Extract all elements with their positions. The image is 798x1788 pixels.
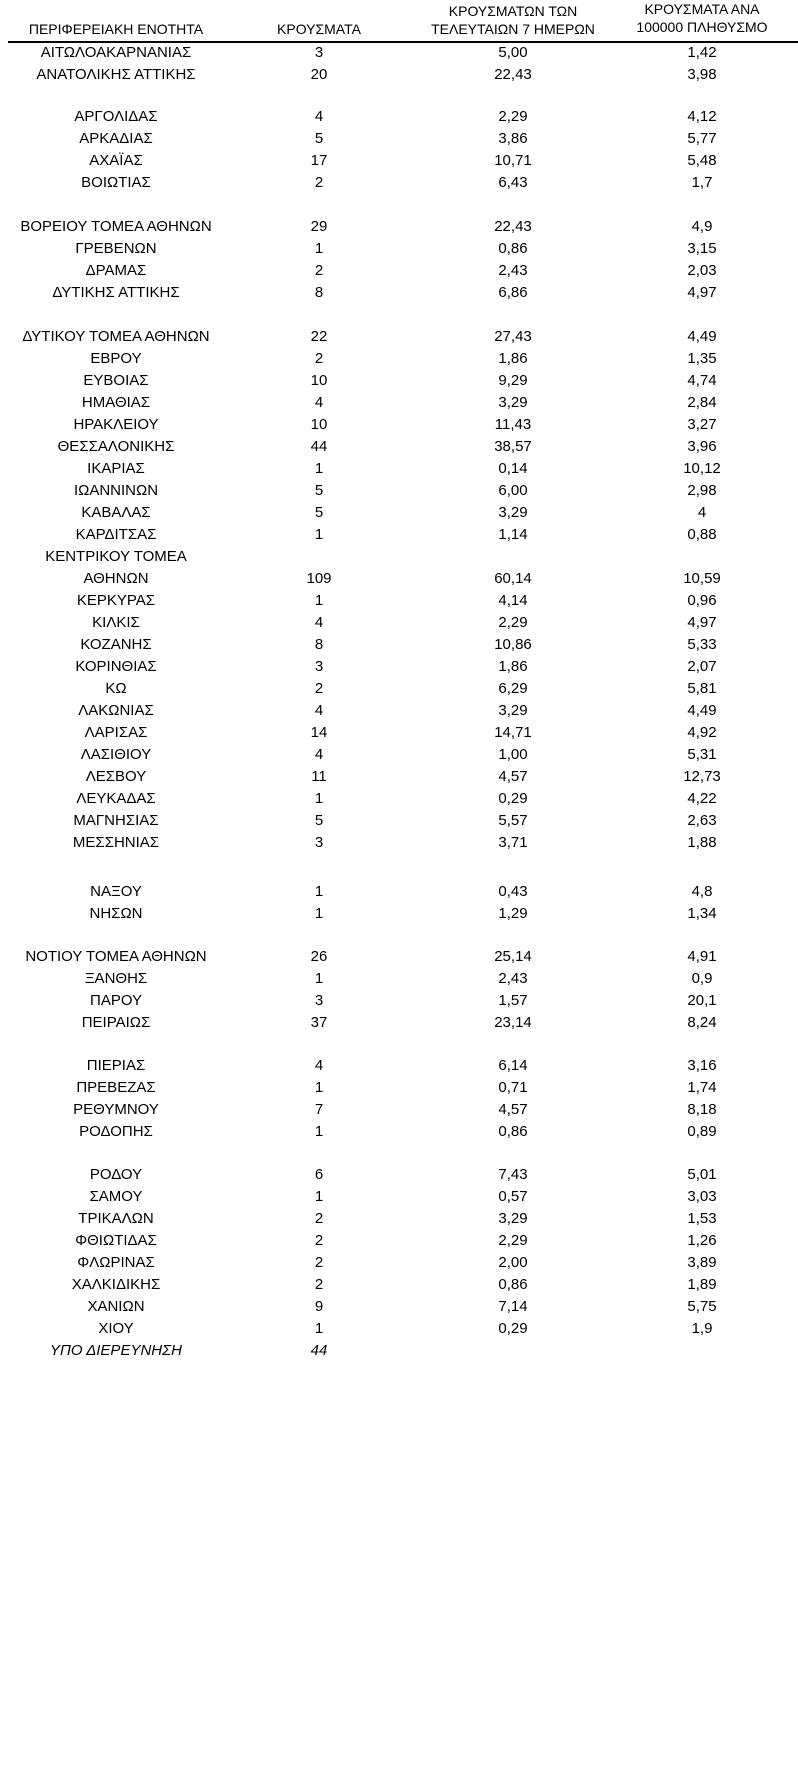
cases-cell: 37: [310, 1014, 328, 1031]
table-row: [0, 1186, 798, 1208]
avg7-cell: 0,29: [498, 1320, 528, 1337]
avg7-cell: 60,14: [494, 570, 532, 587]
avg7-cell: 3,86: [498, 130, 528, 147]
avg7-cell: 0,57: [498, 1188, 528, 1205]
table-row: [0, 903, 798, 925]
avg7-cell: 3,29: [498, 1210, 528, 1227]
region-cell: ΧΑΛΚΙΔΙΚΗΣ: [71, 1276, 161, 1293]
avg7-cell: 2,43: [498, 970, 528, 987]
table-row: [0, 524, 798, 546]
region-cell: ΤΡΙΚΑΛΩΝ: [78, 1210, 154, 1227]
per100k-cell: 0,88: [687, 526, 717, 543]
region-cell: ΗΡΑΚΛΕΙΟΥ: [73, 416, 159, 433]
per100k-cell: 5,81: [687, 680, 717, 697]
per100k-cell: 1,42: [687, 44, 717, 61]
per100k-cell: 5,31: [687, 746, 717, 763]
cases-cell: 4: [314, 746, 324, 763]
avg7-cell: 6,43: [498, 174, 528, 191]
cases-cell: 1: [314, 1079, 324, 1096]
per100k-cell: 10,12: [683, 460, 721, 477]
region-cell: ΠΕΙΡΑΙΩΣ: [81, 1014, 151, 1031]
avg7-cell: 23,14: [494, 1014, 532, 1031]
per100k-cell: 4,22: [687, 790, 717, 807]
avg7-cell: 0,86: [498, 1276, 528, 1293]
avg7-cell: 1,57: [498, 992, 528, 1009]
cases-cell: 3: [314, 992, 324, 1009]
per100k-cell: 2,84: [687, 394, 717, 411]
region-cell: ΕΒΡΟΥ: [90, 350, 142, 367]
region-cell: ΔΥΤΙΚΟΥ ΤΟΜΕΑ ΑΘΗΝΩΝ: [22, 328, 210, 345]
table-row: [0, 590, 798, 612]
avg7-cell: 10,86: [494, 636, 532, 653]
table-row: [0, 282, 798, 304]
per100k-cell: 1,35: [687, 350, 717, 367]
cases-cell: 17: [310, 152, 328, 169]
avg7-cell: 4,57: [498, 1101, 528, 1118]
header-cases: ΚΡΟΥΣΜΑΤΑ: [277, 21, 361, 37]
per100k-cell: 1,89: [687, 1276, 717, 1293]
cases-cell: 4: [314, 108, 324, 125]
per100k-cell: 5,01: [687, 1166, 717, 1183]
table-row: [0, 260, 798, 282]
cases-cell: 1: [314, 592, 324, 609]
avg7-cell: 0,71: [498, 1079, 528, 1096]
cases-cell: 4: [314, 614, 324, 631]
cases-cell: 3: [314, 44, 324, 61]
cases-cell: 3: [314, 834, 324, 851]
table-row: [0, 568, 798, 590]
cases-cell: 2: [314, 1232, 324, 1249]
per100k-cell: 0,96: [687, 592, 717, 609]
cases-cell: 2: [314, 1276, 324, 1293]
cases-cell: 2: [314, 1254, 324, 1271]
table-row: [0, 766, 798, 788]
cases-cell: 1: [314, 790, 324, 807]
per100k-cell: 2,98: [687, 482, 717, 499]
cases-cell: 2: [314, 680, 324, 697]
per100k-cell: 12,73: [683, 768, 721, 785]
cases-cell: 109: [306, 570, 332, 587]
avg7-cell: 4,57: [498, 768, 528, 785]
table-row: [0, 480, 798, 502]
avg7-cell: 2,29: [498, 614, 528, 631]
table-row: [0, 106, 798, 128]
table-row: [0, 1208, 798, 1230]
region-cell: ΜΑΓΝΗΣΙΑΣ: [73, 812, 159, 829]
per100k-cell: 4,97: [687, 284, 717, 301]
cases-cell: 7: [314, 1101, 324, 1118]
cases-cell: 29: [310, 218, 328, 235]
region-cell: ΙΩΑΝΝΙΝΩΝ: [73, 482, 159, 499]
cases-cell: 1: [314, 970, 324, 987]
avg7-cell: 3,29: [498, 394, 528, 411]
cases-cell: 44: [310, 438, 328, 455]
region-cell: ΑΝΑΤΟΛΙΚΗΣ ΑΤΤΙΚΗΣ: [36, 66, 196, 83]
table-row: [0, 612, 798, 634]
region-cell: ΠΑΡΟΥ: [89, 992, 143, 1009]
per100k-cell: 4,91: [687, 948, 717, 965]
table-row: [0, 1274, 798, 1296]
avg7-cell: 1,86: [498, 350, 528, 367]
table-row: [0, 1012, 798, 1034]
cases-cell: 5: [314, 130, 324, 147]
table-row: [0, 370, 798, 392]
region-cell: ΧΑΝΙΩΝ: [87, 1298, 145, 1315]
table-row: [0, 722, 798, 744]
avg7-cell: 27,43: [494, 328, 532, 345]
cases-cell: 9: [314, 1298, 324, 1315]
per100k-cell: 1,88: [687, 834, 717, 851]
per100k-cell: 5,48: [687, 152, 717, 169]
table-row: [0, 326, 798, 348]
cases-cell: 1: [314, 460, 324, 477]
per100k-cell: 5,77: [687, 130, 717, 147]
avg7-cell: 3,71: [498, 834, 528, 851]
per100k-cell: 1,53: [687, 1210, 717, 1227]
cases-cell: 14: [310, 724, 328, 741]
per100k-cell: 8,18: [687, 1101, 717, 1118]
region-cell: ΝΟΤΙΟΥ ΤΟΜΕΑ ΑΘΗΝΩΝ: [25, 948, 207, 965]
per100k-cell: 1,74: [687, 1079, 717, 1096]
table-row: [0, 348, 798, 370]
cases-cell: 4: [314, 1057, 324, 1074]
per100k-cell: 2,63: [687, 812, 717, 829]
per100k-cell: 4: [697, 504, 707, 521]
per100k-cell: 20,1: [687, 992, 717, 1009]
avg7-cell: 7,14: [498, 1298, 528, 1315]
region-cell: ΧΙΟΥ: [98, 1320, 134, 1337]
per100k-cell: 4,49: [687, 328, 717, 345]
table-row: [0, 1121, 798, 1143]
cases-cell: 4: [314, 394, 324, 411]
region-cell: ΓΡΕΒΕΝΩΝ: [75, 240, 157, 257]
region-cell: ΝΑΞΟΥ: [90, 883, 142, 900]
cases-cell: 1: [314, 240, 324, 257]
avg7-cell: 0,86: [498, 240, 528, 257]
table-row: [0, 216, 798, 238]
header-region: ΠΕΡΙΦΕΡΕΙΑΚΗ ΕΝΟΤΗΤΑ: [28, 21, 204, 37]
header-per100k: [618, 0, 786, 36]
avg7-cell: 0,86: [498, 1123, 528, 1140]
cases-cell: 2: [314, 174, 324, 191]
cases-cell: 20: [310, 66, 328, 83]
avg7-cell: 22,43: [494, 218, 532, 235]
region-cell: ΚΩ: [105, 680, 127, 697]
table-row: [0, 1252, 798, 1274]
table-row: [0, 1230, 798, 1252]
avg7-cell: 6,86: [498, 284, 528, 301]
cases-cell: 2: [314, 262, 324, 279]
table-row: [0, 744, 798, 766]
avg7-cell: 6,00: [498, 482, 528, 499]
region-cell: ΥΠΟ ΔΙΕΡΕΥΝΗΣΗ: [50, 1342, 182, 1359]
table-row: [0, 946, 798, 968]
region-cell: ΔΥΤΙΚΗΣ ΑΤΤΙΚΗΣ: [52, 284, 180, 301]
region-cell: ΔΡΑΜΑΣ: [85, 262, 147, 279]
table-row: [0, 150, 798, 172]
table-row: [0, 1077, 798, 1099]
table-row: [0, 634, 798, 656]
avg7-cell: 2,29: [498, 108, 528, 125]
per100k-cell: 4,9: [691, 218, 713, 235]
region-cell: ΛΕΥΚΑΔΑΣ: [76, 790, 156, 807]
avg7-cell: 6,14: [498, 1057, 528, 1074]
region-cell: ΘΕΣΣΑΛΟΝΙΚΗΣ: [57, 438, 175, 455]
cases-cell: 22: [310, 328, 328, 345]
region-cell: ΜΕΣΣΗΝΙΑΣ: [72, 834, 160, 851]
per100k-cell: 5,75: [687, 1298, 717, 1315]
region-cell: ΣΑΜΟΥ: [89, 1188, 143, 1205]
cases-cell: 1: [314, 905, 324, 922]
avg7-cell: 3,29: [498, 504, 528, 521]
header-per100k-line2: 100000 ΠΛΗΘΥΣΜΟ: [636, 19, 768, 35]
cases-cell: 1: [314, 1320, 324, 1337]
table-row: [0, 436, 798, 458]
per100k-cell: 3,96: [687, 438, 717, 455]
table-row: [0, 810, 798, 832]
region-cell: ΒΟΡΕΙΟΥ ΤΟΜΕΑ ΑΘΗΝΩΝ: [20, 218, 212, 235]
per100k-cell: 1,9: [691, 1320, 713, 1337]
cases-cell: 1: [314, 1123, 324, 1140]
avg7-cell: 2,29: [498, 1232, 528, 1249]
per100k-cell: 4,8: [691, 883, 713, 900]
header-per100k-line1: ΚΡΟΥΣΜΑΤΑ ΑΝΑ: [644, 1, 760, 17]
cases-cell: 11: [311, 768, 327, 785]
avg7-cell: 4,14: [498, 592, 528, 609]
cases-cell: 1: [314, 526, 324, 543]
region-cell: ΚΑΡΔΙΤΣΑΣ: [75, 526, 157, 543]
region-cell: ΡΟΔΟΥ: [89, 1166, 143, 1183]
avg7-cell: 0,14: [498, 460, 528, 477]
per100k-cell: 0,9: [691, 970, 713, 987]
cases-cell: 1: [314, 883, 324, 900]
per100k-cell: 2,03: [687, 262, 717, 279]
region-cell: ΑΙΤΩΛΟΑΚΑΡΝΑΝΙΑΣ: [40, 44, 192, 61]
avg7-cell: 0,43: [498, 883, 528, 900]
region-cell: ΚΙΛΚΙΣ: [92, 614, 140, 631]
avg7-cell: 25,14: [494, 948, 532, 965]
cases-cell: 5: [314, 812, 324, 829]
region-cell: ΚΟΡΙΝΘΙΑΣ: [75, 658, 157, 675]
table-row: [0, 458, 798, 480]
per100k-cell: 1,26: [687, 1232, 717, 1249]
avg7-cell: 2,43: [498, 262, 528, 279]
header-avg7-line1: ΚΡΟΥΣΜΑΤΩΝ ΤΩΝ: [448, 3, 578, 19]
region-cell: ΠΡΕΒΕΖΑΣ: [76, 1079, 156, 1096]
table-row: [0, 832, 798, 854]
region-cell: ΛΑΡΙΣΑΣ: [84, 724, 148, 741]
avg7-cell: 1,00: [498, 746, 528, 763]
per100k-cell: 3,16: [687, 1057, 717, 1074]
avg7-cell: 1,29: [498, 905, 528, 922]
table-row: [0, 656, 798, 678]
header-avg7-line2: ΤΕΛΕΥΤΑΙΩΝ 7 ΗΜΕΡΩΝ: [431, 21, 595, 37]
avg7-cell: 2,00: [498, 1254, 528, 1271]
per100k-cell: 3,27: [687, 416, 717, 433]
cases-cell: 2: [314, 350, 324, 367]
avg7-cell: 11,43: [494, 416, 532, 433]
per100k-cell: 1,7: [691, 174, 713, 191]
cases-cell: 2: [314, 1210, 324, 1227]
per100k-cell: 4,74: [687, 372, 717, 389]
avg7-cell: 7,43: [498, 1166, 528, 1183]
avg7-cell: 0,29: [498, 790, 528, 807]
avg7-cell: 9,29: [498, 372, 528, 389]
cases-cell: 5: [314, 482, 324, 499]
region-cell: ΕΥΒΟΙΑΣ: [83, 372, 149, 389]
avg7-cell: 1,14: [498, 526, 528, 543]
cases-cell: 6: [314, 1166, 324, 1183]
per100k-cell: 4,49: [687, 702, 717, 719]
region-cell: ΑΡΚΑΔΙΑΣ: [79, 130, 153, 147]
cases-cell: 8: [314, 636, 324, 653]
region-cell: ΞΑΝΘΗΣ: [84, 970, 148, 987]
region-cell: ΛΑΚΩΝΙΑΣ: [78, 702, 154, 719]
table-row: [0, 502, 798, 524]
region-cell: ΙΚΑΡΙΑΣ: [87, 460, 145, 477]
table-row: [0, 990, 798, 1012]
per100k-cell: 0,89: [687, 1123, 717, 1140]
table-row: [0, 414, 798, 436]
table-row: [0, 1340, 798, 1362]
table-row: [0, 1296, 798, 1318]
table-row: [0, 1099, 798, 1121]
per100k-cell: 4,97: [687, 614, 717, 631]
region-cell: ΡΕΘΥΜΝΟΥ: [73, 1101, 159, 1118]
cases-cell: 8: [314, 284, 324, 301]
region-cell: ΑΧΑΪΑΣ: [89, 152, 143, 169]
avg7-cell: 6,29: [498, 680, 528, 697]
table-row: [0, 700, 798, 722]
per100k-cell: 3,89: [687, 1254, 717, 1271]
per100k-cell: 8,24: [687, 1014, 717, 1031]
table-row: [0, 546, 798, 568]
table-row: [0, 42, 798, 64]
table-row: [0, 678, 798, 700]
table-row: [0, 788, 798, 810]
avg7-cell: 1,86: [498, 658, 528, 675]
table-row: [0, 128, 798, 150]
table-row: [0, 64, 798, 86]
region-cell: ΚΕΝΤΡΙΚΟΥ ΤΟΜΕΑ: [45, 548, 187, 565]
region-cell: ΑΡΓΟΛΙΔΑΣ: [74, 108, 158, 125]
table-row: [0, 238, 798, 260]
region-cell: ΡΟΔΟΠΗΣ: [79, 1123, 153, 1140]
avg7-cell: 3,29: [498, 702, 528, 719]
header-avg7: [420, 2, 606, 38]
avg7-cell: 5,00: [498, 44, 528, 61]
avg7-cell: 22,43: [494, 66, 532, 83]
table-row: [0, 392, 798, 414]
region-cell: ΛΕΣΒΟΥ: [85, 768, 147, 785]
region-cell: ΦΘΙΩΤΙΔΑΣ: [75, 1232, 157, 1249]
region-cell: ΦΛΩΡΙΝΑΣ: [77, 1254, 155, 1271]
per100k-cell: 10,59: [683, 570, 721, 587]
region-cell: ΚΑΒΑΛΑΣ: [81, 504, 151, 521]
table-row: [0, 1055, 798, 1077]
per100k-cell: 3,03: [687, 1188, 717, 1205]
avg7-cell: 10,71: [494, 152, 532, 169]
per100k-cell: 4,12: [687, 108, 717, 125]
per100k-cell: 1,34: [687, 905, 717, 922]
region-cell: ΝΗΣΩΝ: [89, 905, 143, 922]
cases-cell: 26: [310, 948, 328, 965]
region-cell: ΗΜΑΘΙΑΣ: [81, 394, 151, 411]
cases-cell: 44: [310, 1342, 328, 1359]
avg7-cell: 14,71: [494, 724, 532, 741]
cases-cell: 1: [314, 1188, 324, 1205]
per100k-cell: 4,92: [687, 724, 717, 741]
per100k-cell: 3,98: [687, 66, 717, 83]
cases-cell: 10: [310, 416, 328, 433]
cases-cell: 3: [314, 658, 324, 675]
region-cell: ΠΙΕΡΙΑΣ: [86, 1057, 146, 1074]
cases-cell: 4: [314, 702, 324, 719]
region-cell: ΑΘΗΝΩΝ: [83, 570, 149, 587]
avg7-cell: 5,57: [498, 812, 528, 829]
table-row: [0, 881, 798, 903]
cases-cell: 5: [314, 504, 324, 521]
table-row: [0, 1164, 798, 1186]
table-row: [0, 1318, 798, 1340]
per100k-cell: 2,07: [687, 658, 717, 675]
region-cell: ΛΑΣΙΘΙΟΥ: [80, 746, 152, 763]
cases-cell: 10: [310, 372, 328, 389]
table-row: [0, 968, 798, 990]
table-row: [0, 172, 798, 194]
region-cell: ΚΟΖΑΝΗΣ: [80, 636, 152, 653]
region-cell: ΚΕΡΚΥΡΑΣ: [76, 592, 156, 609]
per100k-cell: 5,33: [687, 636, 717, 653]
per100k-cell: 3,15: [687, 240, 717, 257]
region-cell: ΒΟΙΩΤΙΑΣ: [81, 174, 151, 191]
avg7-cell: 38,57: [494, 438, 532, 455]
